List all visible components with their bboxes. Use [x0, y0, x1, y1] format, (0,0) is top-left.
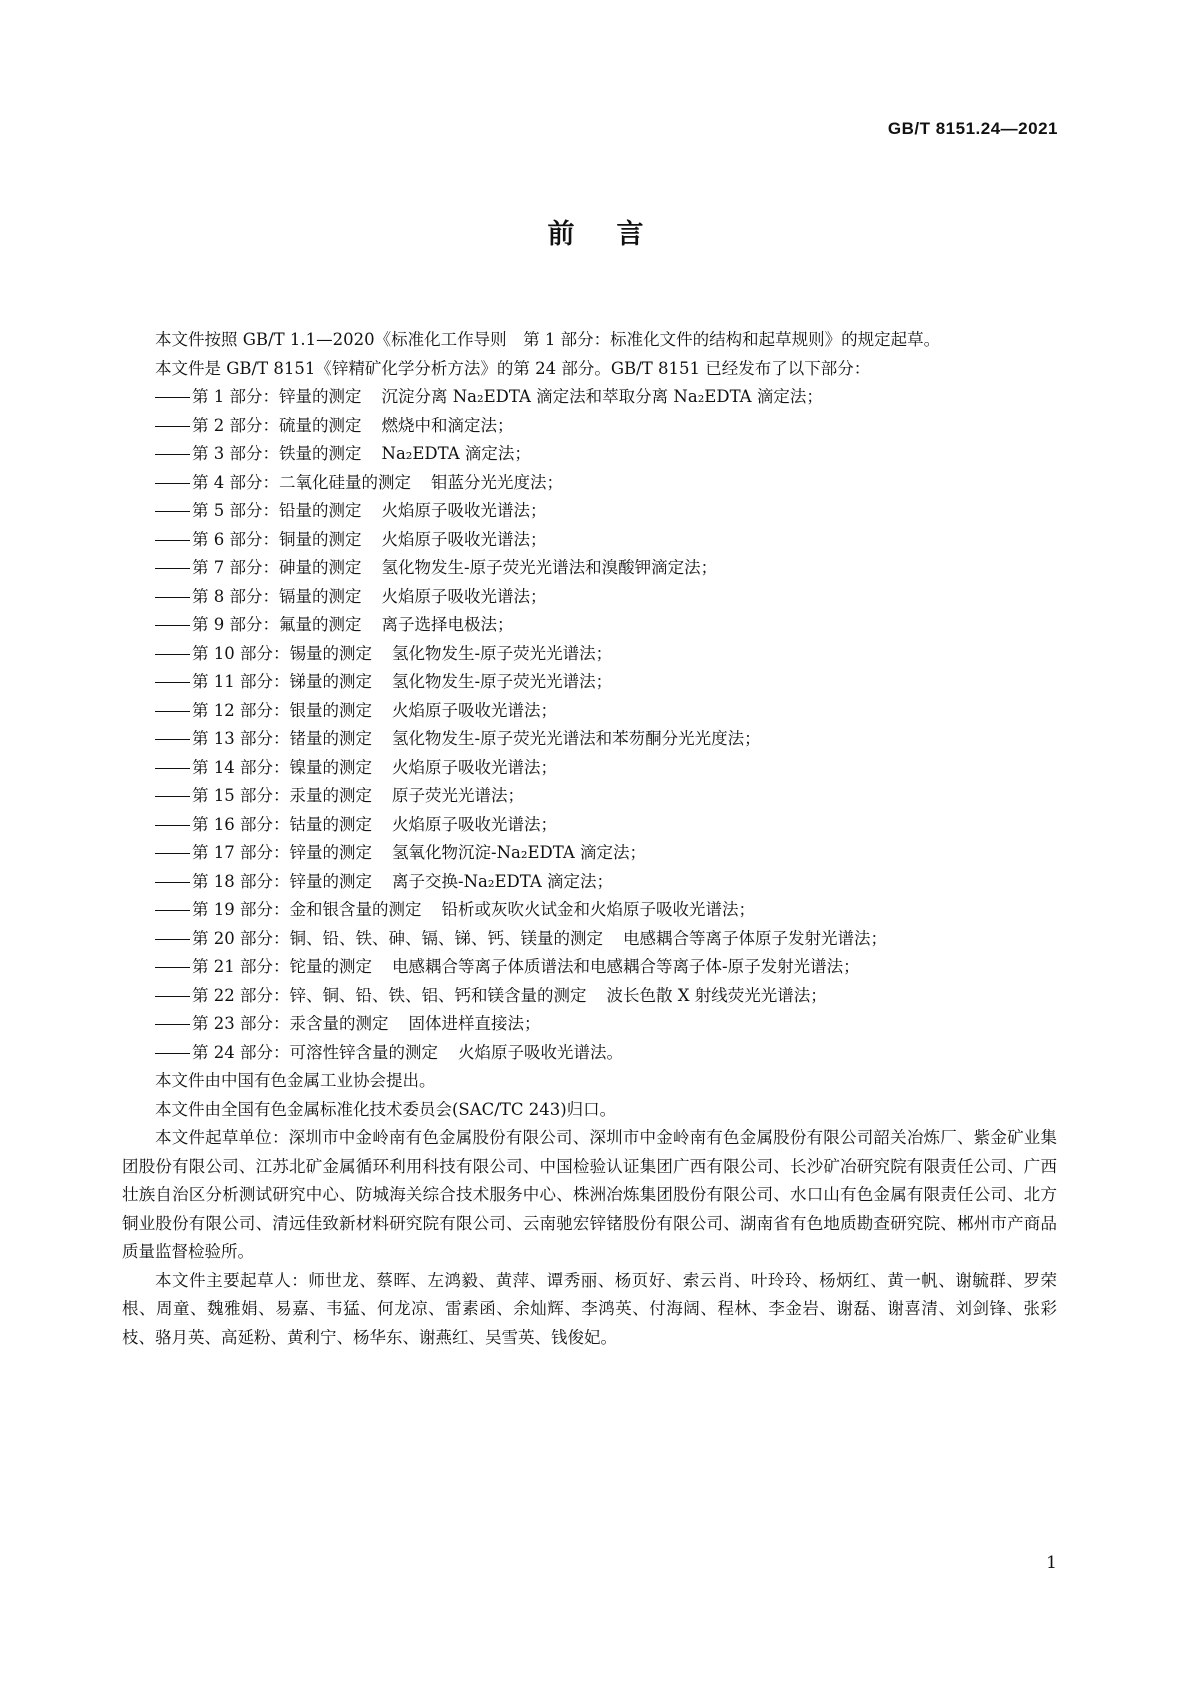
- part-label: 第 15 部分：汞量的测定: [192, 786, 372, 805]
- drafters-paragraph: 本文件主要起草人：师世龙、蔡晖、左鸿毅、黄萍、谭秀丽、杨页好、索云肖、叶玲玲、杨炳红、黄一帆、谢毓群、罗荣根、周童、魏雅娟、易嘉、韦猛、何龙凉、雷素函、余灿辉、李鸿英、付海阔、程林、李金岩、谢磊、谢喜清、刘剑锋、张彩枝、骆月英、高延粉、黄利宁、杨华东、谢燕红、吴雪英、钱俊妃。: [122, 1270, 1057, 1347]
- list-item: [122, 554, 1057, 583]
- em-dash-icon: [155, 739, 190, 740]
- part-label: 第 3 部分：铁量的测定: [192, 444, 362, 463]
- part-method: 氢化物发生-原子荧光光谱法；: [392, 643, 613, 663]
- em-dash-icon: [155, 711, 190, 712]
- part-method: 火焰原子吸收光谱法；: [392, 700, 557, 720]
- list-item: [122, 611, 1057, 640]
- list-item: [122, 725, 1057, 754]
- part-method: 火焰原子吸收光谱法；: [392, 814, 557, 834]
- part-method: 钼蓝分光光度法；: [431, 472, 563, 492]
- em-dash-icon: [155, 540, 190, 541]
- part-method: 固体进样直接法；: [408, 1014, 541, 1033]
- list-item: [122, 469, 1057, 498]
- part-method: Na₂EDTA 滴定法；: [381, 444, 531, 463]
- em-dash-icon: [155, 682, 190, 683]
- list-item: [122, 839, 1057, 868]
- proposer-paragraph: 本文件由中国有色金属工业协会提出。: [155, 1071, 436, 1090]
- standard-code: GB/T 8151.24—2021: [887, 119, 1058, 138]
- part-method: 离子交换-Na₂EDTA 滴定法；: [392, 871, 614, 891]
- part-label: 第 14 部分：镍量的测定: [192, 757, 372, 777]
- em-dash-icon: [155, 996, 190, 997]
- committee-paragraph: 本文件由全国有色金属标准化技术委员会(SAC/TC 243)归口。: [155, 1099, 617, 1119]
- list-item: [122, 811, 1057, 840]
- list-item: [122, 497, 1057, 526]
- list-item: [122, 412, 1057, 441]
- part-label: 第 22 部分：锌、铜、铅、铁、铝、钙和镁含量的测定: [192, 985, 587, 1005]
- list-item: [122, 782, 1057, 811]
- part-label: 第 9 部分：氟量的测定: [192, 615, 362, 634]
- part-label: 第 11 部分：锑量的测定: [192, 672, 372, 691]
- part-method: 氢氧化物沉淀-Na₂EDTA 滴定法；: [392, 843, 647, 862]
- part-label: 第 2 部分：硫量的测定: [192, 415, 362, 435]
- part-label: 第 18 部分：锌量的测定: [192, 871, 372, 891]
- em-dash-icon: [155, 1053, 190, 1054]
- page-number: 1: [1046, 1553, 1057, 1573]
- em-dash-icon: [155, 568, 190, 569]
- em-dash-icon: [155, 654, 190, 655]
- em-dash-icon: [155, 397, 190, 398]
- part-method: 氢化物发生-原子荧光光谱法和溴酸钾滴定法；: [381, 558, 718, 577]
- list-item: [122, 583, 1057, 612]
- part-label: 第 19 部分：金和银含量的测定: [192, 900, 422, 919]
- part-method: 电感耦合等离子体原子发射光谱法；: [623, 928, 887, 948]
- list-item: [122, 953, 1057, 982]
- list-item: [122, 1039, 1057, 1068]
- intro-paragraph: 本文件按照 GB/T 1.1—2020《标准化工作导则 第 1 部分：标准化文件的结构和起草规则》的规定起草。: [155, 330, 941, 349]
- part-method: 沉淀分离 Na₂EDTA 滴定法和萃取分离 Na₂EDTA 滴定法；: [381, 387, 823, 406]
- list-item: [122, 668, 1057, 697]
- part-label: 第 23 部分：汞含量的测定: [192, 1014, 389, 1033]
- part-label: 第 4 部分：二氧化硅量的测定: [192, 472, 411, 492]
- part-label: 第 12 部分：银量的测定: [192, 700, 372, 720]
- list-item: [122, 1010, 1057, 1039]
- list-item: [122, 697, 1057, 726]
- part-label: 第 10 部分：锡量的测定: [192, 643, 372, 663]
- list-item: [122, 526, 1057, 555]
- part-method: 铅析或灰吹火试金和火焰原子吸收光谱法；: [441, 900, 755, 919]
- part-label: 第 5 部分：铅量的测定: [192, 501, 362, 520]
- list-item: [122, 440, 1057, 469]
- part-label: 第 20 部分：铜、铅、铁、砷、镉、锑、钙、镁量的测定: [192, 928, 603, 948]
- list-item: [122, 925, 1057, 954]
- part-label: 第 1 部分：锌量的测定: [192, 387, 362, 406]
- part-label: 第 21 部分：铊量的测定: [192, 957, 372, 976]
- list-item: [122, 383, 1057, 412]
- part-label: 第 7 部分：砷量的测定: [192, 558, 362, 577]
- em-dash-icon: [155, 426, 190, 427]
- em-dash-icon: [155, 967, 190, 968]
- part-method: 电感耦合等离子体质谱法和电感耦合等离子体-原子发射光谱法；: [392, 957, 860, 976]
- em-dash-icon: [155, 825, 190, 826]
- list-item: [122, 982, 1057, 1011]
- part-label: 第 16 部分：钴量的测定: [192, 814, 372, 834]
- part-method: 氢化物发生-原子荧光光谱法和苯芴酮分光光度法；: [392, 729, 761, 748]
- em-dash-icon: [155, 483, 190, 484]
- em-dash-icon: [155, 454, 190, 455]
- part-method: 离子选择电极法；: [381, 615, 514, 634]
- part-method: 火焰原子吸收光谱法；: [381, 586, 547, 606]
- part-method: 氢化物发生-原子荧光光谱法；: [392, 672, 613, 691]
- intro-paragraph: 本文件是 GB/T 8151《锌精矿化学分析方法》的第 24 部分。GB/T 8151 已经发布了以下部分：: [155, 358, 871, 378]
- em-dash-icon: [155, 511, 190, 512]
- list-item: [122, 754, 1057, 783]
- page-title: 前言: [547, 219, 686, 250]
- em-dash-icon: [155, 796, 190, 797]
- part-method: 火焰原子吸收光谱法；: [381, 501, 547, 520]
- em-dash-icon: [155, 853, 190, 854]
- drafting-units-paragraph: 本文件起草单位：深圳市中金岭南有色金属股份有限公司、深圳市中金岭南有色金属股份有限公司韶关冶炼厂、紫金矿业集团股份有限公司、江苏北矿金属循环利用科技有限公司、中国检验认证集团广西有限公司、长沙矿冶研究院有限责任公司、广西壮族自治区分析测试研究中心、防城海关综合技术服务中心、株洲冶炼集团股份有限公司、水口山有色金属有限责任公司、北方铜业股份有限公司、清远佳致新材料研究院有限公司、云南驰宏锌锗股份有限公司、湖南省有色地质勘查研究院、郴州市产商品质量监督检验所。: [122, 1128, 1057, 1261]
- part-method: 火焰原子吸收光谱法。: [458, 1042, 623, 1062]
- part-label: 第 17 部分：锌量的测定: [192, 843, 372, 862]
- part-label: 第 6 部分：铜量的测定: [192, 529, 362, 549]
- document-body: [122, 326, 1057, 1352]
- part-method: 燃烧中和滴定法；: [381, 415, 514, 435]
- em-dash-icon: [155, 625, 190, 626]
- em-dash-icon: [155, 910, 190, 911]
- em-dash-icon: [155, 768, 190, 769]
- em-dash-icon: [155, 597, 190, 598]
- part-method: 火焰原子吸收光谱法；: [381, 529, 547, 549]
- list-item: [122, 896, 1057, 925]
- part-method: 原子荧光光谱法；: [392, 786, 524, 805]
- em-dash-icon: [155, 882, 190, 883]
- part-method: 波长色散 X 射线荧光光谱法；: [606, 985, 827, 1005]
- part-label: 第 8 部分：镉量的测定: [192, 586, 362, 606]
- em-dash-icon: [155, 939, 190, 940]
- part-method: 火焰原子吸收光谱法；: [392, 757, 557, 777]
- em-dash-icon: [155, 1024, 190, 1025]
- parts-list: [122, 383, 1057, 1067]
- part-label: 第 13 部分：锗量的测定: [192, 729, 372, 748]
- list-item: [122, 640, 1057, 669]
- part-label: 第 24 部分：可溶性锌含量的测定: [192, 1042, 438, 1062]
- list-item: [122, 868, 1057, 897]
